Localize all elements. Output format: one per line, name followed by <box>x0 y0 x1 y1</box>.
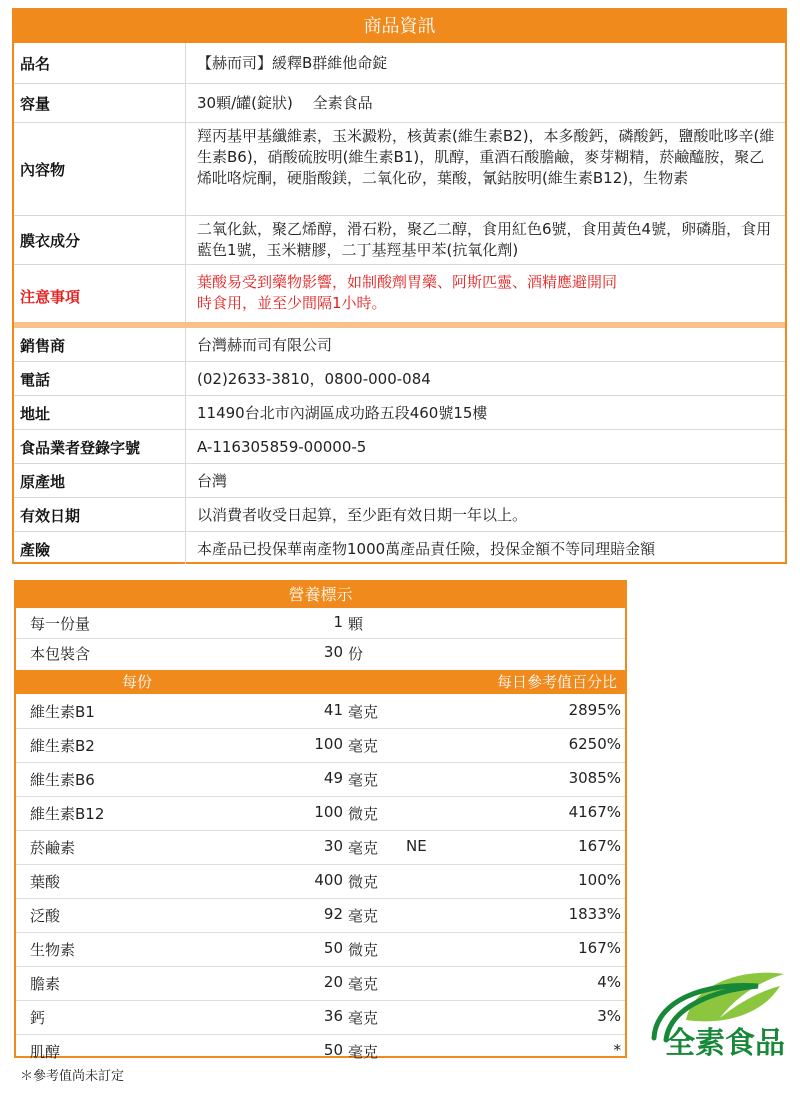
row-address <box>14 396 785 429</box>
row-label: 原產地 <box>20 473 66 491</box>
nutrient-name: 維生素B6 <box>30 771 95 789</box>
row-label: 銷售商 <box>20 337 66 355</box>
row-value: 台灣 <box>197 472 228 490</box>
nutrient-amount: 100 <box>314 803 343 821</box>
servings-label: 本包裝含 <box>30 645 91 663</box>
nutrient-name: 膽素 <box>30 975 61 993</box>
nutrient-daily-value: * <box>613 1041 621 1059</box>
nutrient-name: 生物素 <box>30 941 76 959</box>
row-label: 注意事項 <box>20 288 81 306</box>
row-divider <box>16 1034 625 1035</box>
product-info-panel <box>12 8 787 564</box>
product-info-header: 商品資訊 <box>14 10 785 43</box>
nutrient-amount: 92 <box>323 905 343 923</box>
nutrition-header: 營養標示 <box>16 582 625 608</box>
nutrient-daily-value: 2895% <box>568 701 621 719</box>
row-divider <box>16 638 625 639</box>
nutrient-daily-value: 3% <box>597 1007 621 1025</box>
nutrient-note: NE <box>406 837 427 855</box>
row-label: 容量 <box>20 95 51 113</box>
row-divider <box>16 1000 625 1001</box>
nutrient-daily-value: 3085% <box>568 769 621 787</box>
nutrient-daily-value: 1833% <box>568 905 621 923</box>
row-divider <box>16 762 625 763</box>
row-divider <box>16 728 625 729</box>
row-label: 地址 <box>20 405 51 423</box>
serving-size-label: 每一份量 <box>30 615 91 633</box>
row-label: 內容物 <box>20 161 66 179</box>
row-value: 羥丙基甲基纖維素，玉米澱粉，核黃素(維生素B2)，本多酸鈣，磷酸鈣，鹽酸吡哆辛(維生素B6)，硝酸硫胺明(維生素B1)，肌醇，重酒石酸膽鹼，麥芽糊精，菸鹼醯胺，聚乙烯吡咯烷酮，硬脂酸鎂，二氧化矽，葉酸，氰鈷胺明(維生素B12)，生物素 <box>197 127 775 187</box>
nutrient-daily-value: 4% <box>597 973 621 991</box>
nutrient-amount: 400 <box>314 871 343 889</box>
nutrient-amount: 30 <box>323 837 343 855</box>
nutrient-unit: 微克 <box>348 873 379 891</box>
nutrient-name: 葉酸 <box>30 873 61 891</box>
nutrient-unit: 毫克 <box>348 1043 379 1061</box>
row-label: 電話 <box>20 371 51 389</box>
nutrient-unit: 毫克 <box>348 1009 379 1027</box>
nutrient-name: 肌醇 <box>30 1043 61 1061</box>
nutrition-panel <box>14 580 627 1061</box>
vegan-logo-text: 全素食品 <box>665 1026 785 1061</box>
row-label: 有效日期 <box>20 507 81 525</box>
serving-size-unit: 顆 <box>348 615 364 633</box>
nutrient-amount: 41 <box>323 701 343 719</box>
row-phone <box>14 362 785 395</box>
row-value: (02)2633-3810，0800-000-084 <box>197 370 431 388</box>
servings-amount: 30 <box>323 643 343 661</box>
row-warning <box>14 265 785 322</box>
nutrient-unit: 毫克 <box>348 975 379 993</box>
row-expiry <box>14 498 785 531</box>
nutrient-daily-value: 4167% <box>568 803 621 821</box>
nutrient-unit: 毫克 <box>348 703 379 721</box>
nutrient-daily-value: 167% <box>578 939 621 957</box>
row-label: 產險 <box>20 541 51 559</box>
nutrient-amount: 36 <box>323 1007 343 1025</box>
row-seller <box>14 328 785 361</box>
nutrient-daily-value: 6250% <box>568 735 621 753</box>
row-value: A-116305859-00000-5 <box>197 438 367 456</box>
nutrient-unit: 微克 <box>348 805 379 823</box>
row-value: 30顆/罐(錠狀) 全素食品 <box>197 94 373 112</box>
nutrient-amount: 50 <box>323 1041 343 1059</box>
servings-unit: 份 <box>348 645 364 663</box>
row-registration <box>14 430 785 463</box>
row-product-name <box>14 43 785 83</box>
row-value: 11490台北市內湖區成功路五段460號15樓 <box>197 404 488 422</box>
nutrient-amount: 50 <box>323 939 343 957</box>
nutrient-daily-value: 100% <box>578 871 621 889</box>
row-insurance <box>14 532 785 564</box>
row-value: 【赫而司】緩釋B群維他命錠 <box>197 54 388 72</box>
row-divider <box>16 966 625 967</box>
nutrient-amount: 49 <box>323 769 343 787</box>
serving-size-amount: 1 <box>333 613 343 631</box>
row-label: 品名 <box>20 55 51 73</box>
row-ingredients <box>14 123 785 215</box>
row-coating <box>14 216 785 264</box>
nutrient-unit: 微克 <box>348 941 379 959</box>
footnote: ＊參考值尚未訂定 <box>20 1069 125 1084</box>
nutrient-unit: 毫克 <box>348 839 379 857</box>
nutrient-daily-value: 167% <box>578 837 621 855</box>
nutrient-unit: 毫克 <box>348 771 379 789</box>
per-serving-heading: 每份 <box>122 673 153 691</box>
row-label: 食品業者登錄字號 <box>20 439 141 457</box>
row-divider <box>16 898 625 899</box>
nutrient-unit: 毫克 <box>348 737 379 755</box>
nutrient-name: 泛酸 <box>30 907 61 925</box>
row-value: 台灣赫而司有限公司 <box>197 336 333 354</box>
row-label: 膜衣成分 <box>20 232 81 250</box>
row-value: 以消費者收受日起算，至少距有效日期一年以上。 <box>197 506 528 524</box>
row-divider <box>16 932 625 933</box>
row-divider <box>16 796 625 797</box>
nutrition-column-header <box>16 670 625 694</box>
row-origin <box>14 464 785 497</box>
row-divider <box>16 830 625 831</box>
nutrient-name: 菸鹼素 <box>30 839 76 857</box>
nutrient-amount: 20 <box>323 973 343 991</box>
nutrient-unit: 毫克 <box>348 907 379 925</box>
row-value: 本產品已投保華南產物1000萬產品責任險，投保金額不等同理賠金額 <box>197 540 656 558</box>
nutrient-name: 維生素B12 <box>30 805 105 823</box>
nutrient-amount: 100 <box>314 735 343 753</box>
row-value: 二氧化鈦，聚乙烯醇，滑石粉，聚乙二醇，食用紅色6號，食用黃色4號，卵磷脂，食用藍色1號，玉米糖膠，二丁基羥基甲苯(抗氧化劑) <box>197 220 772 259</box>
daily-value-heading: 每日參考值百分比 <box>496 673 617 691</box>
nutrient-name: 維生素B1 <box>30 703 95 721</box>
nutrient-name: 維生素B2 <box>30 737 95 755</box>
row-capacity <box>14 84 785 122</box>
nutrient-name: 鈣 <box>30 1009 46 1027</box>
row-value: 葉酸易受到藥物影響，如制酸劑胃藥、阿斯匹靈、酒精應避開同時食用，並至少間隔1小時。 <box>197 273 618 312</box>
row-divider <box>16 864 625 865</box>
